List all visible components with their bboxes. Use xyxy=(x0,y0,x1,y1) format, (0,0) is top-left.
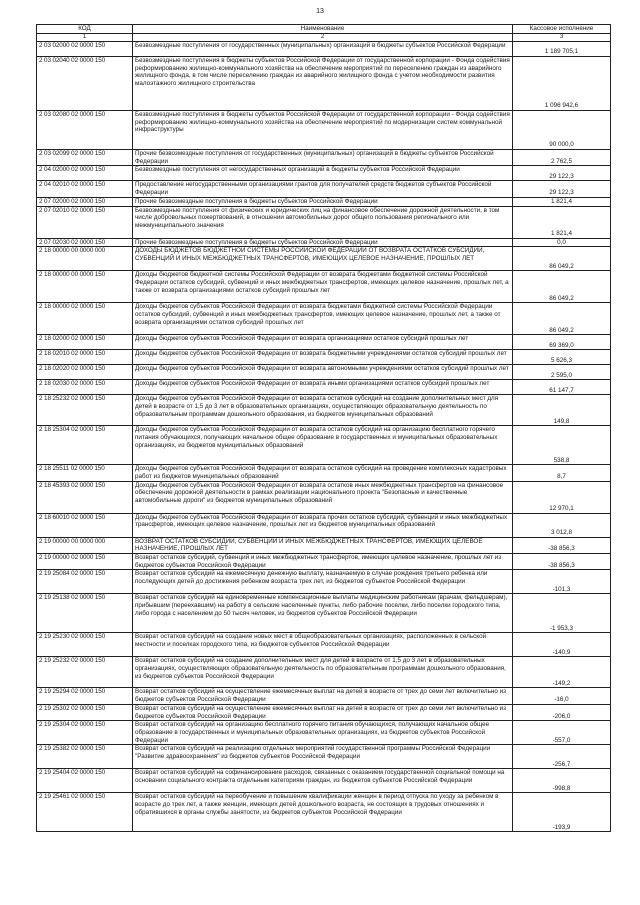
table-row xyxy=(37,721,611,745)
row-name: Возврат остатков субсидий, субвенций и иных межбюджетных трансфертов, имеющих целевое назначение, прошлых лет из бюджетов субъектов Российской Федерации xyxy=(133,554,513,570)
row-code: 2 03 02000 02 0000 150 xyxy=(37,42,133,57)
row-name: Доходы бюджетов субъектов Российской Федерации от возврата бюджетными учреждениями остатков субсидий прошлых лет xyxy=(133,350,513,365)
row-name: Доходы бюджетов субъектов Российской Федерации от возврата остатков иных межбюджетных трансфертов на финансовое обеспечение дорожной деятельности в рамках реализации национального проекта "Безопасные и качественные автомобильные дороги" из бюджетов муниципальных образований xyxy=(133,481,513,513)
table-row xyxy=(37,150,611,166)
table-row xyxy=(37,481,611,513)
table-header-row xyxy=(37,25,611,34)
row-code: 2 18 00000 00 0000 150 xyxy=(37,271,133,303)
row-name: Возврат остатков субсидий на переобучение и повышение квалификации женщин в период отпуска по уходу за ребенком в возрасте до трех лет, а также женщин, имеющих детей дошкольного возраста, не состоящих в трудовых отношениях и обратившихся в органы службы занятости, из бюджетов субъектов Российской Федерации xyxy=(133,793,513,832)
table-row xyxy=(37,181,611,197)
row-name: Доходы бюджетов субъектов Российской Федерации от возврата остатков субсидий на создание дополнительных мест для детей в возрасте от 1,5 до 3 лет в образовательных организациях, осуществляющих образовательную деятельность по образовательным программам дошкольного образования, из бюджетов муниципальных образований xyxy=(133,395,513,426)
row-name: Безвозмездные поступления от негосударственных организаций в бюджеты субъектов Российской Федерации xyxy=(133,166,513,181)
row-code: 2 18 02020 02 0000 150 xyxy=(37,365,133,380)
table-row xyxy=(37,594,611,633)
row-value: 1 821,4 xyxy=(513,206,611,238)
table-row xyxy=(37,57,611,111)
table-row xyxy=(37,335,611,350)
row-name: Возврат остатков субсидий на софинансирование расходов, связанных с оказанием государственной социальной помощи на основании социального контракта отдельным категориям граждан, из бюджетов субъектов Российской Федерации xyxy=(133,769,513,793)
row-code: 2 19 25304 02 0000 150 xyxy=(37,721,133,745)
row-value: 86 049,2 xyxy=(513,303,611,335)
table-row xyxy=(37,465,611,481)
row-value: -140,9 xyxy=(513,633,611,657)
row-name: Доходы бюджетов субъектов Российской Федерации от возврата организациями остатков субсидий прошлых лет xyxy=(133,335,513,350)
budget-execution-table xyxy=(36,24,611,832)
row-code: 2 18 00000 02 0000 150 xyxy=(37,303,133,335)
table-row xyxy=(37,769,611,793)
row-value: 149,8 xyxy=(513,395,611,426)
row-code: 2 19 00000 00 0000 000 xyxy=(37,537,133,553)
row-code: 2 18 00000 00 0000 000 xyxy=(37,247,133,271)
row-value: 0,0 xyxy=(513,238,611,247)
table-row xyxy=(37,688,611,704)
table-row xyxy=(37,350,611,365)
table-row xyxy=(37,537,611,553)
row-value: -149,2 xyxy=(513,657,611,688)
row-code: 2 19 25302 02 0000 150 xyxy=(37,704,133,720)
row-code: 2 18 25304 02 0000 150 xyxy=(37,426,133,465)
row-name: Возврат остатков субсидий на единовременные компенсационные выплаты медицинским работникам (врачам, фельдшерам), прибывшим (переехавшим) на работу в сельские населенные пункты, либо рабочие поселки, либо поселки городского типа, либо города с населением до 50 тысяч человек, из бюджетов субъектов Российской Федерации xyxy=(133,594,513,633)
table-row xyxy=(37,166,611,181)
row-value: -193,9 xyxy=(513,793,611,832)
row-name: Возврат остатков субсидий на создание дополнительных мест для детей в возрасте от 1,5 до 3 лет в образовательных организациях, осуществляющих образовательную деятельность по образовательным программам дошкольного образования, из бюджетов субъектов Российской Федерации xyxy=(133,657,513,688)
table-row xyxy=(37,704,611,720)
row-value: -16,0 xyxy=(513,688,611,704)
row-code: 2 19 25461 02 0000 150 xyxy=(37,793,133,832)
header-value: Кассовое исполнение xyxy=(513,25,611,34)
row-code: 2 18 02000 02 0000 150 xyxy=(37,335,133,350)
table-row xyxy=(37,271,611,303)
row-code: 2 03 02040 02 0000 150 xyxy=(37,57,133,111)
row-code: 2 18 02030 02 0000 150 xyxy=(37,380,133,395)
row-code: 2 07 02000 02 0000 150 xyxy=(37,197,133,206)
table-body xyxy=(37,42,611,832)
row-value: -101,3 xyxy=(513,570,611,594)
row-name: Прочие безвозмездные поступления от государственных (муниципальных) организаций в бюджеты субъектов Российской Федерации xyxy=(133,150,513,166)
table-row xyxy=(37,365,611,380)
row-name: Возврат остатков субсидий на осуществление ежемесячных выплат на детей в возрасте от трех до семи лет включительно из бюджетов субъектов Российской Федерации xyxy=(133,704,513,720)
table-row xyxy=(37,206,611,238)
row-name: Доходы бюджетов субъектов Российской Федерации от возврата автономными учреждениями остатков субсидий прошлых лет xyxy=(133,365,513,380)
row-code: 2 19 25138 02 0000 150 xyxy=(37,594,133,633)
row-code: 2 19 25404 02 0000 150 xyxy=(37,769,133,793)
table-row xyxy=(37,426,611,465)
row-value: 1 096 942,6 xyxy=(513,57,611,111)
row-name: Прочие безвозмездные поступления в бюджеты субъектов Российской Федерации xyxy=(133,238,513,247)
row-name: Доходы бюджетов субъектов Российской Федерации от возврата бюджетами бюджетной системы Российской Федерации остатков субсидий, субвенций и иных межбюджетных трансфертов, имеющих целевое назначение, прошлых лет, а также от возврата организациями остатков субсидий прошлых лет xyxy=(133,303,513,335)
row-value: 538,8 xyxy=(513,426,611,465)
row-value: 2 762,5 xyxy=(513,150,611,166)
row-code: 2 04 02000 02 0000 150 xyxy=(37,166,133,181)
table-row xyxy=(37,657,611,688)
table-row xyxy=(37,380,611,395)
table-row xyxy=(37,554,611,570)
row-value: -557,0 xyxy=(513,721,611,745)
header-code: КОД xyxy=(37,25,133,34)
row-code: 2 19 00000 02 0000 150 xyxy=(37,554,133,570)
row-code: 2 18 25511 02 0000 150 xyxy=(37,465,133,481)
row-value: -256,7 xyxy=(513,745,611,769)
row-name: Доходы бюджетов бюджетной системы Российской Федерации от возврата бюджетами бюджетной системы Российской Федерации остатков субсидий, субвенций и иных межбюджетных трансфертов, имеющих целевое назначение, прошлых лет, а также от возврата организациями остатков субсидий прошлых лет xyxy=(133,271,513,303)
table-row xyxy=(37,247,611,271)
row-value: 29 122,3 xyxy=(513,181,611,197)
row-code: 2 18 25232 02 0000 150 xyxy=(37,395,133,426)
row-value: -998,8 xyxy=(513,769,611,793)
row-name: Возврат остатков субсидий на ежемесячную денежную выплату, назначаемую в случае рождения третьего ребенка или последующих детей до достижения ребенком возраста трех лет, из бюджетов субъектов Российской Федерации xyxy=(133,570,513,594)
row-value: -38 856,3 xyxy=(513,537,611,553)
row-name: Безвозмездные поступления от физических и юридических лиц на финансовое обеспечение дорожной деятельности, в том числе добровольных пожертвований, в отношении автомобильных дорог общего пользования регионального или межмуниципального значения xyxy=(133,206,513,238)
row-value: 29 122,3 xyxy=(513,166,611,181)
table-row xyxy=(37,513,611,537)
row-code: 2 18 45393 02 0000 150 xyxy=(37,481,133,513)
table-row xyxy=(37,793,611,832)
row-code: 2 18 60010 02 0000 150 xyxy=(37,513,133,537)
row-name: Безвозмездные поступления в бюджеты субъектов Российской Федерации от государственной корпорации - Фонда содействия реформированию жилищно-коммунального хозяйства на обеспечение мероприятий по переселению граждан из аварийного жилищного фонда, в том числе переселению граждан из аварийного жилищного фонда с учетом необходимости развития малоэтажного жилищного строительства xyxy=(133,57,513,111)
row-value: 1 189 705,1 xyxy=(513,42,611,57)
row-value: 12 970,1 xyxy=(513,481,611,513)
row-value: 86 049,2 xyxy=(513,247,611,271)
header-name: Наименование xyxy=(133,25,513,34)
row-code: 2 03 02080 02 0000 150 xyxy=(37,111,133,150)
row-value: 61 147,7 xyxy=(513,380,611,395)
row-value: 1 821,4 xyxy=(513,197,611,206)
row-name: Безвозмездные поступления от государственных (муниципальных) организаций в бюджеты субъектов Российской Федерации xyxy=(133,42,513,57)
row-name: Доходы бюджетов субъектов Российской Федерации от возврата остатков субсидий на проведение комплексных кадастровых работ из бюджетов муниципальных образований xyxy=(133,465,513,481)
row-value: 5 626,3 xyxy=(513,350,611,365)
row-value: 86 049,2 xyxy=(513,271,611,303)
table-row xyxy=(37,303,611,335)
row-code: 2 19 25294 02 0000 150 xyxy=(37,688,133,704)
row-name: Возврат остатков субсидий на организацию бесплатного горячего питания обучающихся, получающих начальное общее образование в государственных и муниципальных образовательных организациях, из бюджетов субъектов Российской Федерации xyxy=(133,721,513,745)
row-code: 2 19 25084 02 0000 150 xyxy=(37,570,133,594)
page-number: 13 xyxy=(316,8,324,15)
row-code: 2 19 25230 02 0000 150 xyxy=(37,633,133,657)
table-row xyxy=(37,42,611,57)
row-value: 3 012,8 xyxy=(513,513,611,537)
table-row xyxy=(37,570,611,594)
row-code: 2 18 02010 02 0000 150 xyxy=(37,350,133,365)
row-name: Безвозмездные поступления в бюджеты субъектов Российской Федерации от государственной корпорации - Фонда содействия реформированию жилищно-коммунального хозяйства на обеспечение мероприятий по модернизации систем коммунальной инфраструктуры xyxy=(133,111,513,150)
row-name: Прочие безвозмездные поступления в бюджеты субъектов Российской Федерации xyxy=(133,197,513,206)
column-number: 3 xyxy=(513,34,611,42)
row-code: 2 19 25232 02 0000 150 xyxy=(37,657,133,688)
table-row xyxy=(37,633,611,657)
row-name: ДОХОДЫ БЮДЖЕТОВ БЮДЖЕТНОЙ СИСТЕМЫ РОССИЙСКОЙ ФЕДЕРАЦИИ ОТ ВОЗВРАТА ОСТАТКОВ СУБСИДИЙ, СУБВЕНЦИЙ И ИНЫХ МЕЖБЮДЖЕТНЫХ ТРАНСФЕРТОВ, ИМЕЮЩИХ ЦЕЛЕВОЕ НАЗНАЧЕНИЕ, ПРОШЛЫХ ЛЕТ xyxy=(133,247,513,271)
column-number-row xyxy=(37,34,611,42)
row-value: -38 856,3 xyxy=(513,554,611,570)
row-code: 2 03 02099 02 0000 150 xyxy=(37,150,133,166)
table-row xyxy=(37,238,611,247)
row-value: 90 000,0 xyxy=(513,111,611,150)
row-name: Доходы бюджетов субъектов Российской Федерации от возврата иными организациями остатков субсидий прошлых лет xyxy=(133,380,513,395)
row-name: Возврат остатков субсидий на реализацию отдельных мероприятий государственной программы Российской Федерации "Развитие здравоохранения" из бюджетов субъектов Российской Федерации xyxy=(133,745,513,769)
table-row xyxy=(37,395,611,426)
row-name: Доходы бюджетов субъектов Российской Федерации от возврата остатков субсидий на организацию бесплатного горячего питания обучающихся, получающих начальное общее образование в государственных и муниципальных образовательных организациях, из бюджетов муниципальных образований xyxy=(133,426,513,465)
table-row xyxy=(37,197,611,206)
table-row xyxy=(37,745,611,769)
row-name: Доходы бюджетов субъектов Российской Федерации от возврата прочих остатков субсидий, субвенций и иных межбюджетных трансфертов, имеющих целевое назначение, прошлых лет из бюджетов муниципальных образований xyxy=(133,513,513,537)
row-code: 2 07 02030 02 0000 150 xyxy=(37,238,133,247)
row-name: Возврат остатков субсидий на осуществление ежемесячных выплат на детей в возрасте от трех до семи лет включительно из бюджетов субъектов Российской Федерации xyxy=(133,688,513,704)
row-name: Возврат остатков субсидий на создание новых мест в общеобразовательных организациях, расположенных в сельской местности и поселках городского типа, из бюджетов субъектов Российской Федерации xyxy=(133,633,513,657)
row-value: 8,7 xyxy=(513,465,611,481)
row-value: -1 953,3 xyxy=(513,594,611,633)
row-value: 2 595,0 xyxy=(513,365,611,380)
row-code: 2 07 02010 02 0000 150 xyxy=(37,206,133,238)
column-number: 2 xyxy=(133,34,513,42)
row-name: ВОЗВРАТ ОСТАТКОВ СУБСИДИЙ, СУБВЕНЦИЙ И ИНЫХ МЕЖБЮДЖЕТНЫХ ТРАНСФЕРТОВ, ИМЕЮЩИХ ЦЕЛЕВОЕ НАЗНАЧЕНИЕ, ПРОШЛЫХ ЛЕТ xyxy=(133,537,513,553)
row-code: 2 19 25382 02 0000 150 xyxy=(37,745,133,769)
column-number: 1 xyxy=(37,34,133,42)
table-row xyxy=(37,111,611,150)
row-value: 69 369,0 xyxy=(513,335,611,350)
row-value: -206,0 xyxy=(513,704,611,720)
row-code: 2 04 02010 02 0000 150 xyxy=(37,181,133,197)
row-name: Предоставление негосударственными организациями грантов для получателей средств бюджетов субъектов Российской Федерации xyxy=(133,181,513,197)
